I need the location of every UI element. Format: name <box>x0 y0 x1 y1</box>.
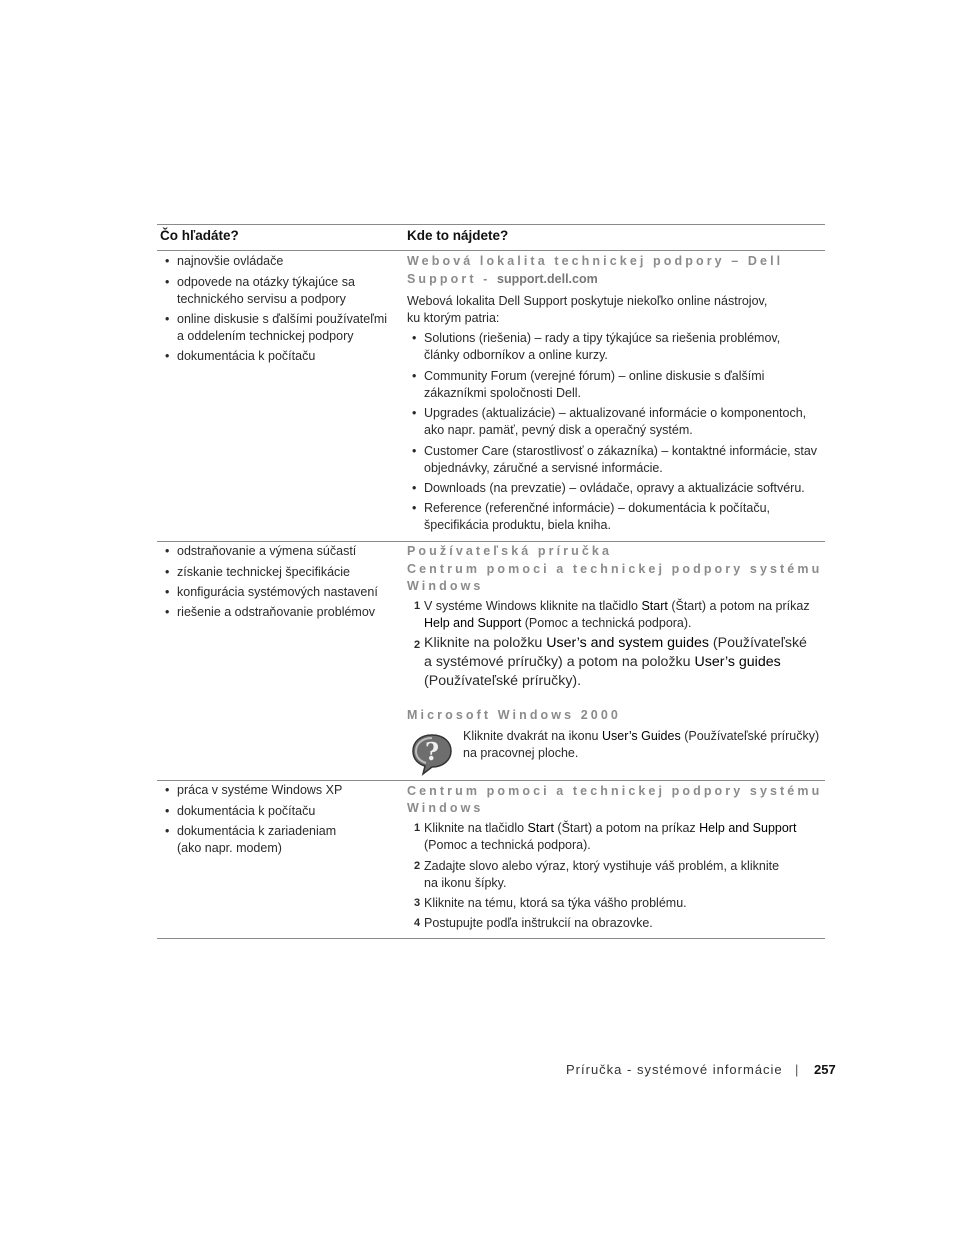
intro-text: Webová lokalita Dell Support poskytuje niekoľko online nástrojov, ku ktorým patria: <box>407 294 768 325</box>
list-item: • online diskusie s ďalšími používateľmi a oddelením technickej podpory <box>165 312 388 343</box>
support-url: support.dell.com <box>497 272 598 286</box>
list-item: • konfigurácia systémových nastavení <box>165 585 378 599</box>
list-item: • najnovšie ovládače <box>165 254 284 268</box>
table-header <box>157 225 825 251</box>
info-table <box>157 224 825 939</box>
header-where: Kde to nájdete? <box>407 228 509 243</box>
footer-title: Príručka - systémové informácie <box>566 1062 783 1077</box>
svg-text:?: ? <box>424 737 440 766</box>
list-item: • dokumentácia k počítaču <box>165 804 316 818</box>
list-item: • odstraňovanie a výmena súčastí <box>165 544 357 558</box>
step-2: 2 Zadajte slovo alebo výraz, ktorý vystihuje váš problém, a kliknite na ikonu šípky. <box>414 859 780 890</box>
list-item: • dokumentácia k počítaču <box>165 349 316 363</box>
section-heading: Používateľská príručka <box>407 544 613 558</box>
step-2: 2 Kliknite na položku User’s and system guides (Používateľské a systémové príručky) a potom na položku User’s guides (Používateľské príručky). <box>414 635 807 689</box>
section-heading: Centrum pomoci a technickej podpory systému <box>407 784 823 798</box>
section-heading: Support - support.dell.com <box>407 272 598 286</box>
table-row <box>157 542 825 781</box>
list-item: • Upgrades (aktualizácie) – aktualizované informácie o komponentoch, ako napr. pamäť, pevný disk a operačný systém. <box>412 406 807 437</box>
page-number: 257 <box>814 1062 836 1077</box>
section-heading: Microsoft Windows 2000 <box>407 708 621 722</box>
step-1: 1 V systéme Windows kliknite na tlačidlo Start (Štart) a potom na príkaz Help and Support (Pomoc a technická podpora). <box>414 599 810 630</box>
help-question-icon <box>410 732 454 776</box>
step-4: 4 Postupujte podľa inštrukcií na obrazovke. <box>414 916 653 930</box>
w2k-text: Kliknite dvakrát na ikonu User’s Guides (Používateľské príručky) na pracovnej ploche. <box>463 729 820 760</box>
section-heading: Windows <box>407 579 484 593</box>
header-what: Čo hľadáte? <box>160 228 239 243</box>
list-item: • odpovede na otázky týkajúce sa technického servisu a podpory <box>165 275 355 306</box>
table-row <box>157 251 825 542</box>
list-item: • získanie technickej špecifikácie <box>165 565 350 579</box>
list-item: • Reference (referenčné informácie) – dokumentácia k počítaču, špecifikácia produktu, biela kniha. <box>412 501 771 532</box>
list-item: • dokumentácia k zariadeniam (ako napr. modem) <box>165 824 337 855</box>
section-heading: Centrum pomoci a technickej podpory systému <box>407 562 823 576</box>
list-item: • práca v systéme Windows XP <box>165 783 343 797</box>
footer-separator: | <box>795 1062 799 1077</box>
table-row <box>157 781 825 939</box>
step-1: 1 Kliknite na tlačidlo Start (Štart) a potom na príkaz Help and Support (Pomoc a technická podpora). <box>414 821 797 852</box>
list-item: • Community Forum (verejné fórum) – online diskusie s ďalšími zákazníkmi spoločnosti Dell. <box>412 369 765 400</box>
section-heading: Webová lokalita technickej podpory – Dell <box>407 254 784 268</box>
list-item: • Customer Care (starostlivosť o zákazníka) – kontaktné informácie, stav objednávky, záručné a servisné informácie. <box>412 444 818 475</box>
list-item: • Downloads (na prevzatie) – ovládače, opravy a aktualizácie softvéru. <box>412 481 805 495</box>
section-heading: Windows <box>407 801 484 815</box>
list-item: • Solutions (riešenia) – rady a tipy týkajúce sa riešenia problémov, články odborníkov a online kurzy. <box>412 331 781 362</box>
list-item: • riešenie a odstraňovanie problémov <box>165 605 376 619</box>
step-3: 3 Kliknite na tému, ktorá sa týka vášho problému. <box>414 896 687 910</box>
